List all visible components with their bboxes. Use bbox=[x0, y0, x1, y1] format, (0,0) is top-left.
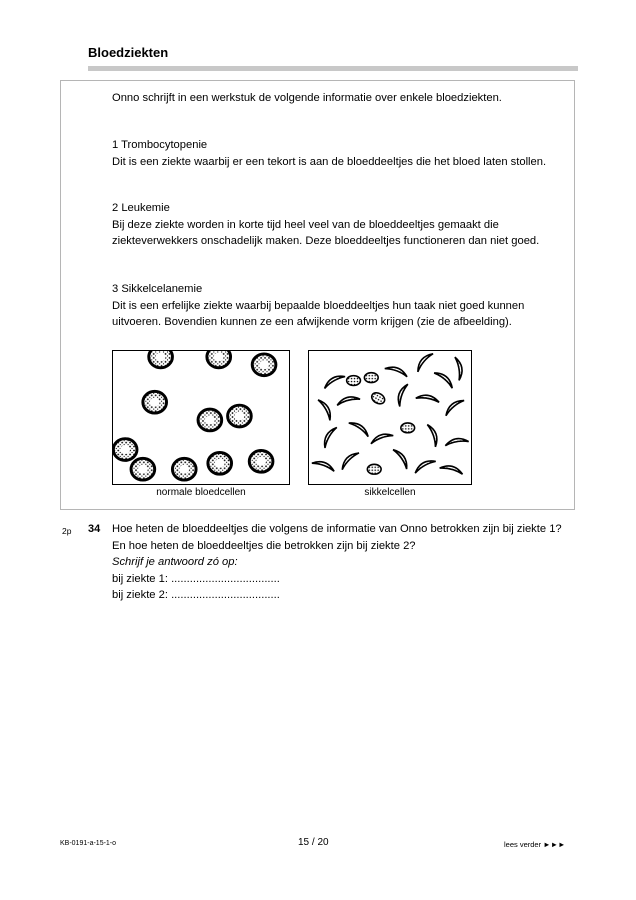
question-block bbox=[112, 521, 572, 604]
title-rule bbox=[88, 66, 578, 71]
disease-2 bbox=[112, 200, 562, 250]
section-title: Bloedziekten bbox=[88, 45, 169, 60]
normal-cells-figure bbox=[112, 350, 290, 485]
footer-continue: lees verder ►►► bbox=[504, 840, 566, 849]
question-points: 2p bbox=[62, 526, 72, 536]
intro-paragraph: Onno schrijft in een werkstuk de volgende informatie over enkele bloedziekten. bbox=[112, 92, 502, 104]
disease-3-text: Dit is een erfelijke ziekte waarbij bepaalde bloeddeeltjes hun taak niet goed kunnen uitvoeren. Bovendien kunnen ze een afwijkende vorm krijgen (zie de afbeelding). bbox=[112, 299, 525, 328]
disease-2-heading: 2 Leukemie bbox=[112, 202, 170, 214]
disease-3 bbox=[112, 281, 562, 331]
question-number: 34 bbox=[88, 523, 101, 535]
caption-normal-cells: normale bloedcellen bbox=[156, 487, 246, 498]
question-text: Hoe heten de bloeddeeltjes die volgens de informatie van Onno betrokken zijn bij ziekte 1? En hoe heten de bloeddeeltjes die betrokken zijn bij ziekte 2? bbox=[112, 523, 562, 552]
disease-1 bbox=[112, 137, 562, 170]
normal-cells-image bbox=[113, 351, 289, 484]
sickle-cells-figure bbox=[308, 350, 472, 485]
disease-1-heading: 1 Trombocytopenie bbox=[112, 139, 208, 151]
disease-2-text: Bij deze ziekte worden in korte tijd heel veel van de bloeddeeltjes gemaakt die ziekteverwekkers onschadelijk maken. Deze bloeddeeltjes functioneren dan niet goed. bbox=[112, 218, 540, 247]
answer-line-2: bij ziekte 2: ................................... bbox=[112, 589, 280, 601]
footer-page-number: 15 / 20 bbox=[298, 837, 329, 848]
caption-sickle-cells: sikkelcellen bbox=[364, 487, 416, 498]
intro-text bbox=[112, 90, 562, 107]
sickle-cells-image bbox=[309, 351, 471, 484]
disease-1-text: Dit is een ziekte waarbij er een tekort is aan de bloeddeeltjes die het bloed laten stollen. bbox=[112, 155, 547, 168]
disease-3-heading: 3 Sikkelcelanemie bbox=[112, 283, 203, 295]
question-instruction: Schrijf je antwoord zó op: bbox=[112, 556, 238, 568]
footer-exam-code: KB-0191-a-15-1-o bbox=[60, 840, 117, 847]
answer-line-1: bij ziekte 1: ................................... bbox=[112, 572, 280, 585]
